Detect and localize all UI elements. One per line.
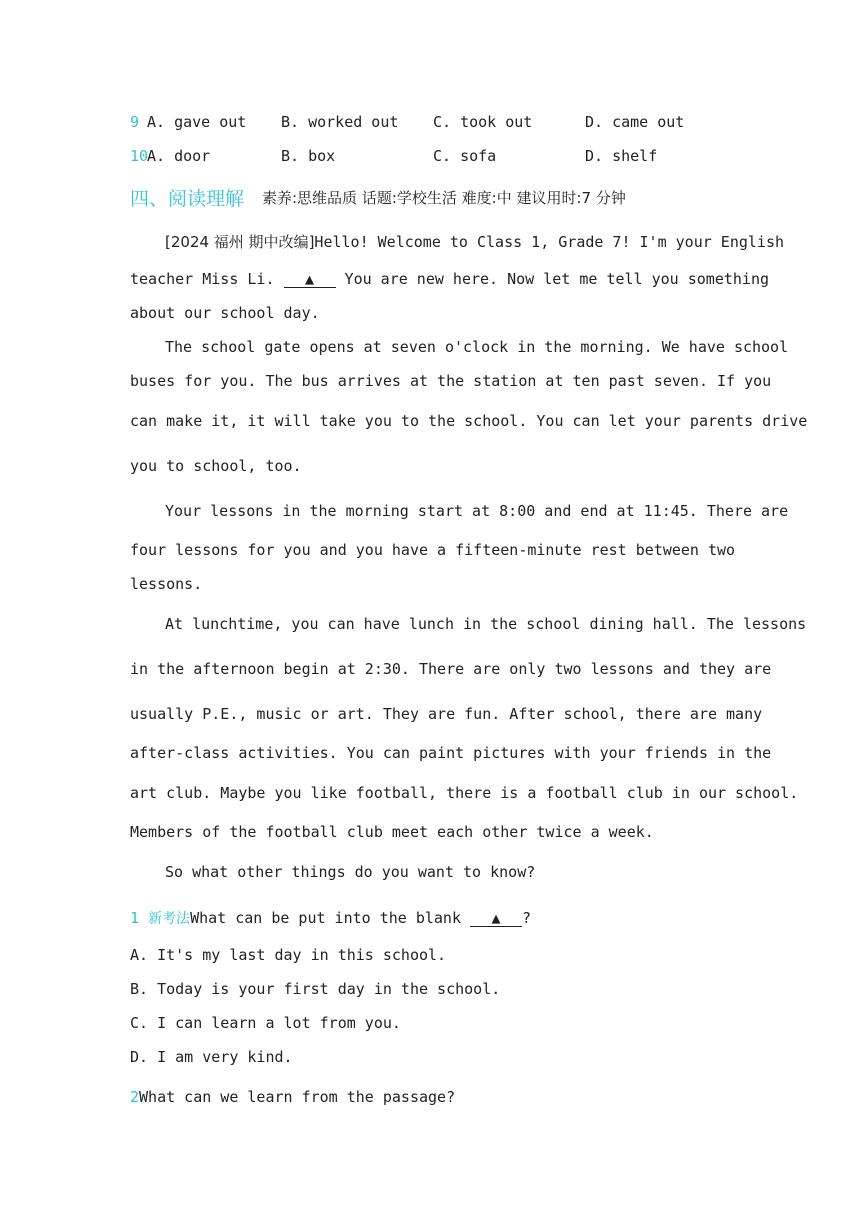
option-d[interactable]: D. came out bbox=[585, 113, 685, 131]
passage-line: after-class activities. You can paint pictures with your friends in the bbox=[130, 744, 772, 762]
answer-blank: ▲ bbox=[284, 271, 336, 288]
question-number: 9 bbox=[130, 113, 140, 131]
question-2-stem: 2What can we learn from the passage? bbox=[130, 1088, 456, 1106]
passage-line: Your lessons in the morning start at 8:00 and end at 11:45. There are bbox=[165, 502, 789, 520]
passage-line: The school gate opens at seven o'clock in the morning. We have school bbox=[165, 338, 789, 356]
option-c[interactable]: C. sofa bbox=[433, 147, 497, 165]
passage-line: teacher Miss Li. ▲ You are new here. Now let me tell you something bbox=[130, 270, 770, 288]
option-d[interactable]: D. I am very kind. bbox=[130, 1048, 293, 1066]
passage-line: buses for you. The bus arrives at the station at ten past seven. If you bbox=[130, 372, 772, 390]
passage-line: Members of the football club meet each other twice a week. bbox=[130, 823, 654, 841]
passage-source: [2024 福州 期中改编] bbox=[165, 233, 315, 251]
option-a[interactable]: A. It's my last day in this school. bbox=[130, 946, 447, 964]
option-b[interactable]: B. worked out bbox=[281, 113, 399, 131]
passage-line: art club. Maybe you like football, there is a football club in our school. bbox=[130, 784, 799, 802]
question-number: 2 bbox=[130, 1088, 140, 1106]
passage-line: about our school day. bbox=[130, 304, 320, 322]
question-number: 10 bbox=[130, 147, 149, 165]
question-number: 1 bbox=[130, 909, 140, 927]
section-title: 四、阅读理解 bbox=[130, 188, 245, 210]
passage-line: in the afternoon begin at 2:30. There are only two lessons and they are bbox=[130, 660, 772, 678]
option-c[interactable]: C. I can learn a lot from you. bbox=[130, 1014, 401, 1032]
passage-line: can make it, it will take you to the school. You can let your parents drive bbox=[130, 412, 808, 430]
question-tag: 新考法 bbox=[148, 911, 191, 927]
question-1-stem: 1 新考法What can be put into the blank ▲ ? bbox=[130, 909, 532, 927]
passage-line: lessons. bbox=[130, 575, 203, 593]
option-b[interactable]: B. Today is your first day in the school. bbox=[130, 980, 501, 998]
section-meta: 素养:思维品质 话题:学校生活 难度:中 建议用时:7 分钟 bbox=[262, 189, 626, 207]
option-a[interactable]: A. door bbox=[147, 147, 211, 165]
passage-line: [2024 福州 期中改编]Hello! Welcome to Class 1, Grade 7! I'm your English bbox=[165, 233, 785, 251]
option-d[interactable]: D. shelf bbox=[585, 147, 658, 165]
answer-blank: ▲ bbox=[470, 910, 522, 927]
passage-line: usually P.E., music or art. They are fun. After school, there are many bbox=[130, 705, 763, 723]
passage-line: At lunchtime, you can have lunch in the school dining hall. The lessons bbox=[165, 615, 807, 633]
option-a[interactable]: A. gave out bbox=[147, 113, 247, 131]
passage-line: you to school, too. bbox=[130, 457, 302, 475]
passage-line: four lessons for you and you have a fifteen-minute rest between two bbox=[130, 541, 736, 559]
option-b[interactable]: B. box bbox=[281, 147, 336, 165]
option-c[interactable]: C. took out bbox=[433, 113, 533, 131]
passage-line: So what other things do you want to know? bbox=[165, 863, 536, 881]
